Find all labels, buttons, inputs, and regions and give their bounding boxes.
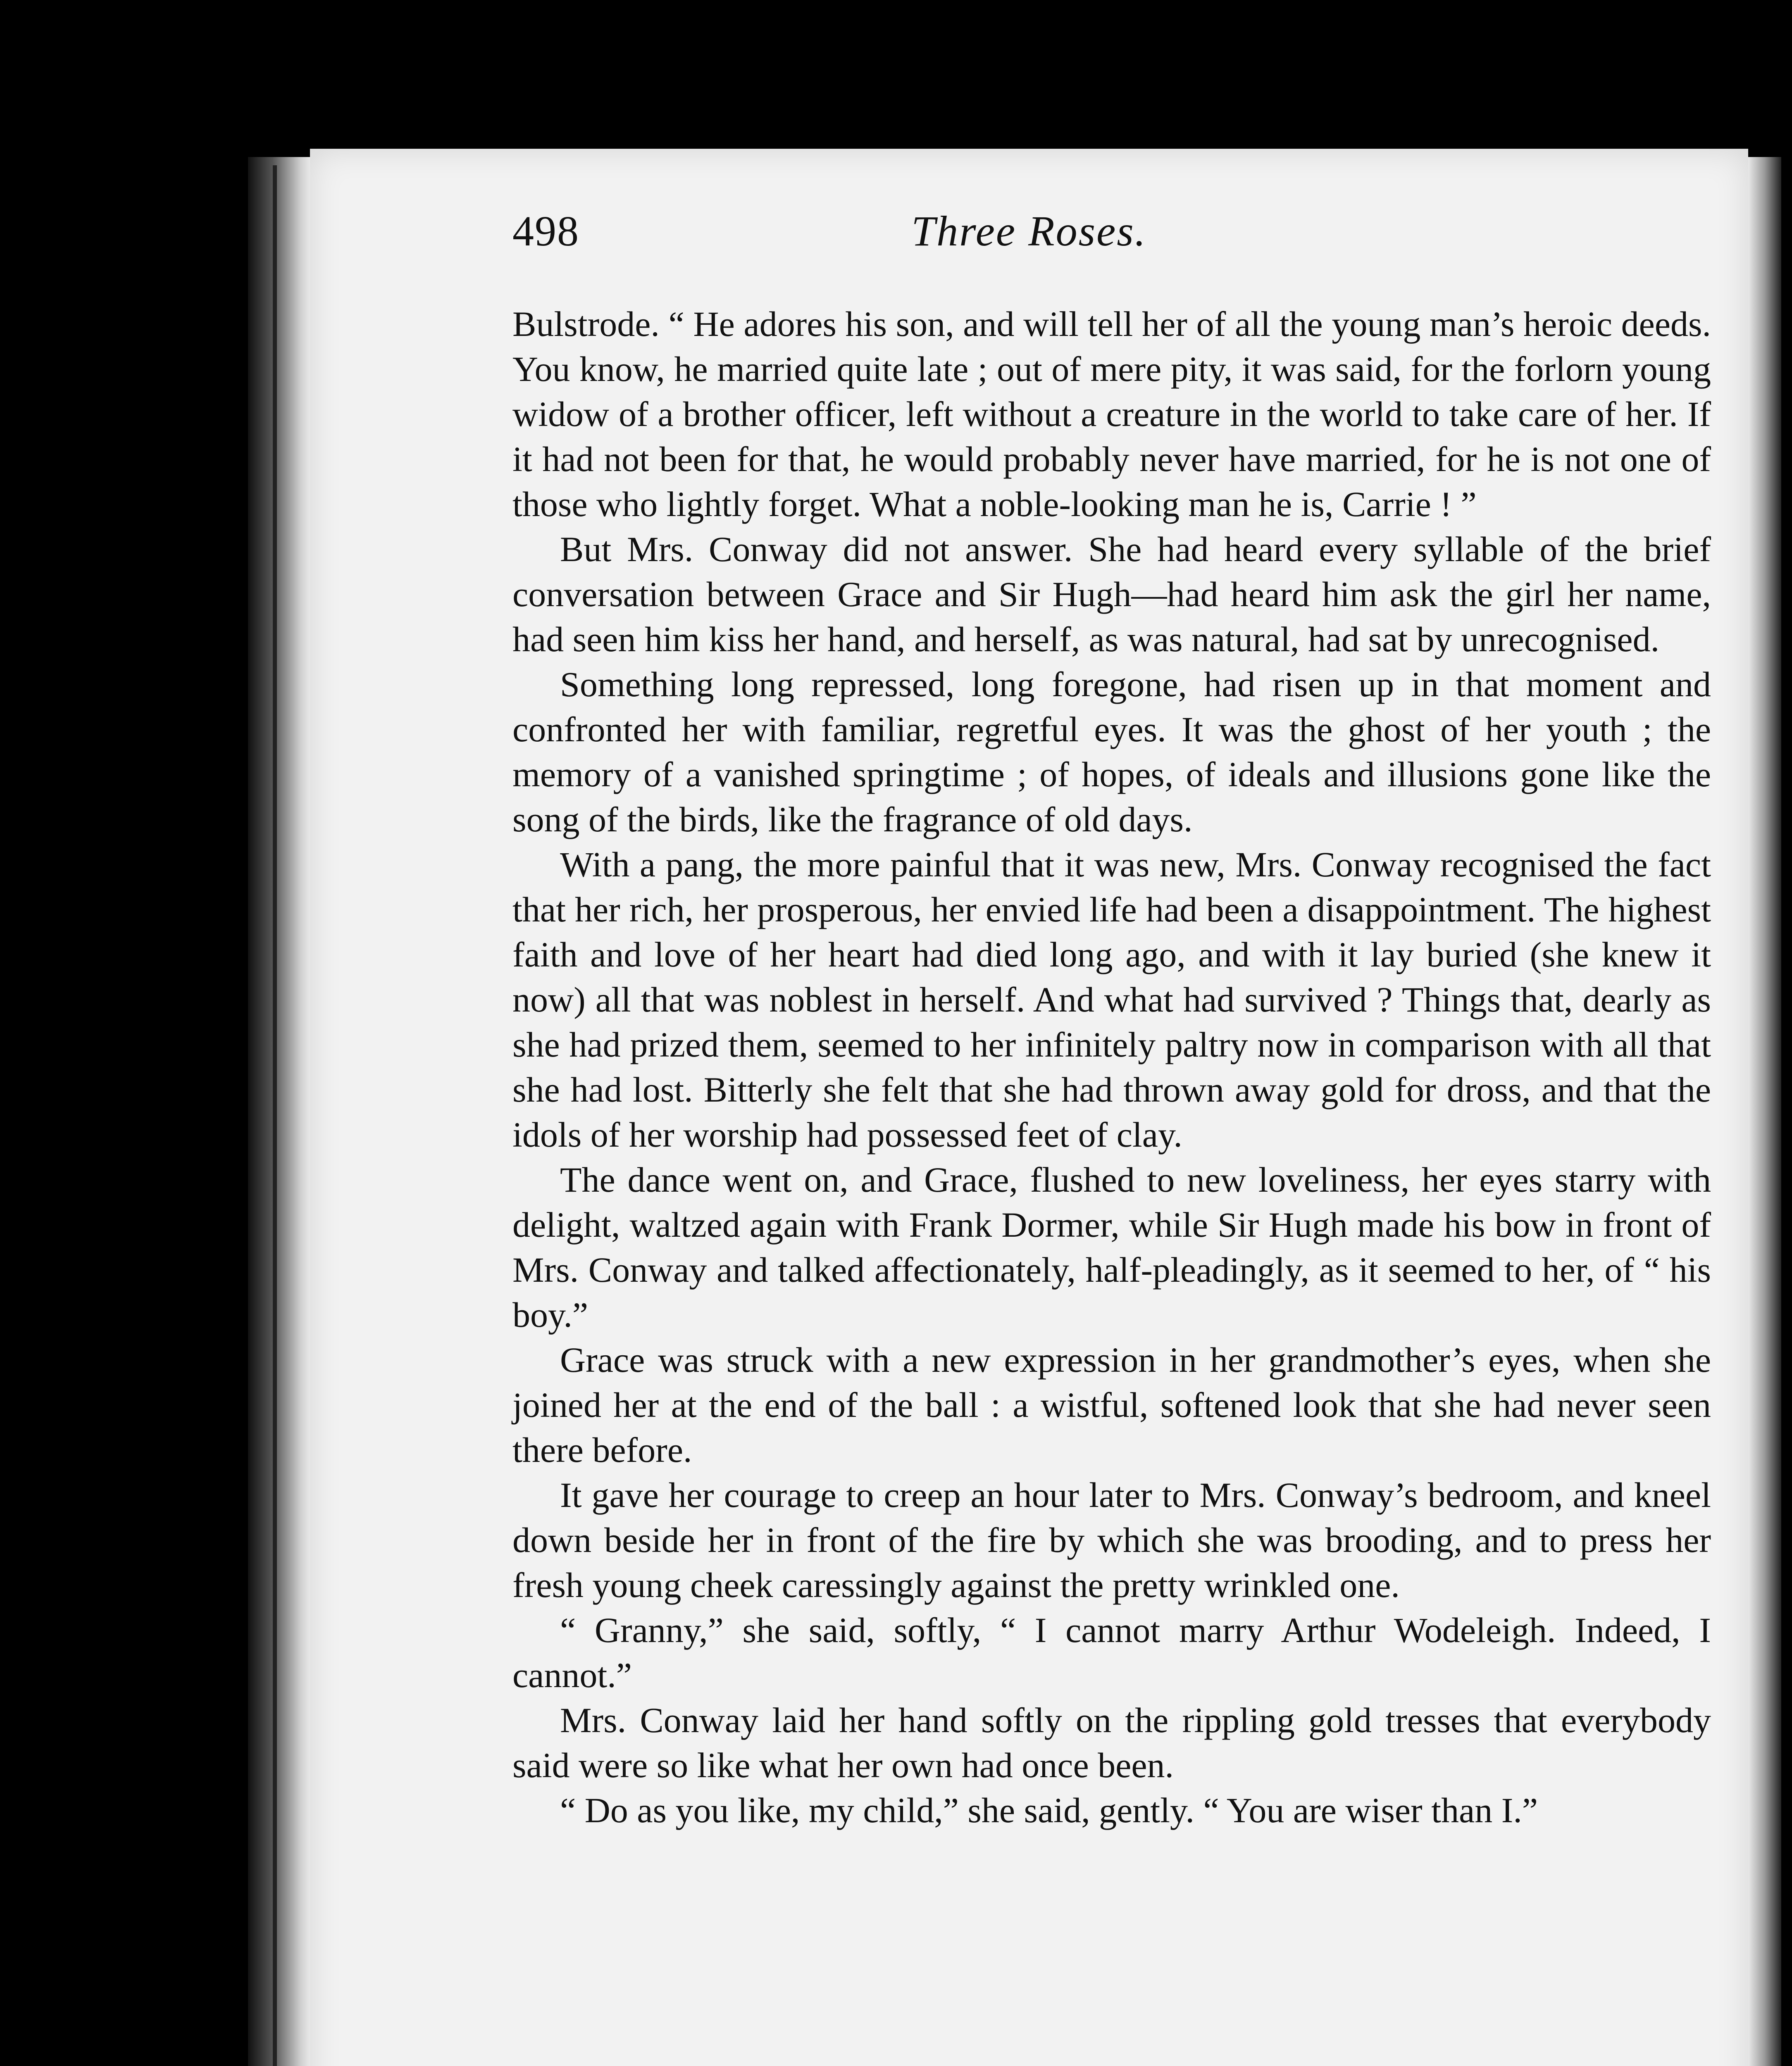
page-number: 498	[512, 207, 579, 255]
binding-shadow-line	[273, 165, 277, 2066]
page-binding-edge	[248, 157, 310, 2066]
paragraph: Mrs. Conway laid her hand softly on the rippling gold tresses that everybody said were so like what her own had once been.	[512, 1700, 1711, 1785]
running-head	[310, 207, 1748, 264]
paragraph: “ Do as you like, my child,” she said, gently. “ You are wiser than I.”	[560, 1790, 1538, 1830]
paragraph: Something long repressed, long foregone, had risen up in that moment and confronted her with familiar, regretful eyes. It was the ghost of her youth ; the memory of a vanished springtime ; of hopes, of ideals and illusions gone like the song of the birds, like the fragrance of old days.	[512, 664, 1711, 839]
book-page	[310, 149, 1748, 2066]
paragraph: “ Granny,” she said, softly, “ I cannot marry Arthur Wodeleigh. Indeed, I cannot.”	[512, 1610, 1711, 1695]
paragraph: It gave her courage to creep an hour later to Mrs. Conway’s bedroom, and kneel down beside her in front of the fire by which she was brooding, and to press her fresh young cheek caressingly against the pretty wrinkled one.	[512, 1475, 1711, 1605]
paragraph: The dance went on, and Grace, flushed to new loveliness, her eyes starry with delight, waltzed again with Frank Dormer, while Sir Hugh made his bow in front of Mrs. Conway and talked affectionately, half-pleadingly, as it seemed to her, of “ his boy.”	[512, 1160, 1711, 1335]
running-title: Three Roses.	[911, 207, 1147, 255]
paragraph: Grace was struck with a new expression in her grandmother’s eyes, when she joined her at the end of the ball : a wistful, softened look that she had never seen there before.	[512, 1340, 1711, 1470]
paragraph: Bulstrode. “ He adores his son, and will tell her of all the young man’s heroic deeds. You know, he married quite late ; out of mere pity, it was said, for the forlorn young widow of a brother officer, left without a creature in the world to take care of her. If it had not been for that, he would probably never have married, for he is not one of those who lightly forget. What a noble-looking man he is, Carrie ! ”	[512, 304, 1711, 524]
facing-page-edge	[1748, 157, 1781, 2066]
paragraph: But Mrs. Conway did not answer. She had heard every syllable of the brief conversation between Grace and Sir Hugh—had heard him ask the girl her name, had seen him kiss her hand, and herself, as was natural, had sat by unrecognised.	[512, 529, 1711, 659]
paragraph: With a pang, the more painful that it was new, Mrs. Conway recognised the fact that her rich, her prosperous, her envied life had been a disappointment. The highest faith and love of her heart had died long ago, and with it lay buried (she knew it now) all that was noblest in herself. And what had survived ? Things that, dearly as she had prized them, seemed to her infinitely paltry now in comparison with all that she had lost. Bitterly she felt that she had thrown away gold for dross, and that the idols of her worship had possessed feet of clay.	[512, 845, 1711, 1154]
page-body	[512, 302, 1711, 1833]
